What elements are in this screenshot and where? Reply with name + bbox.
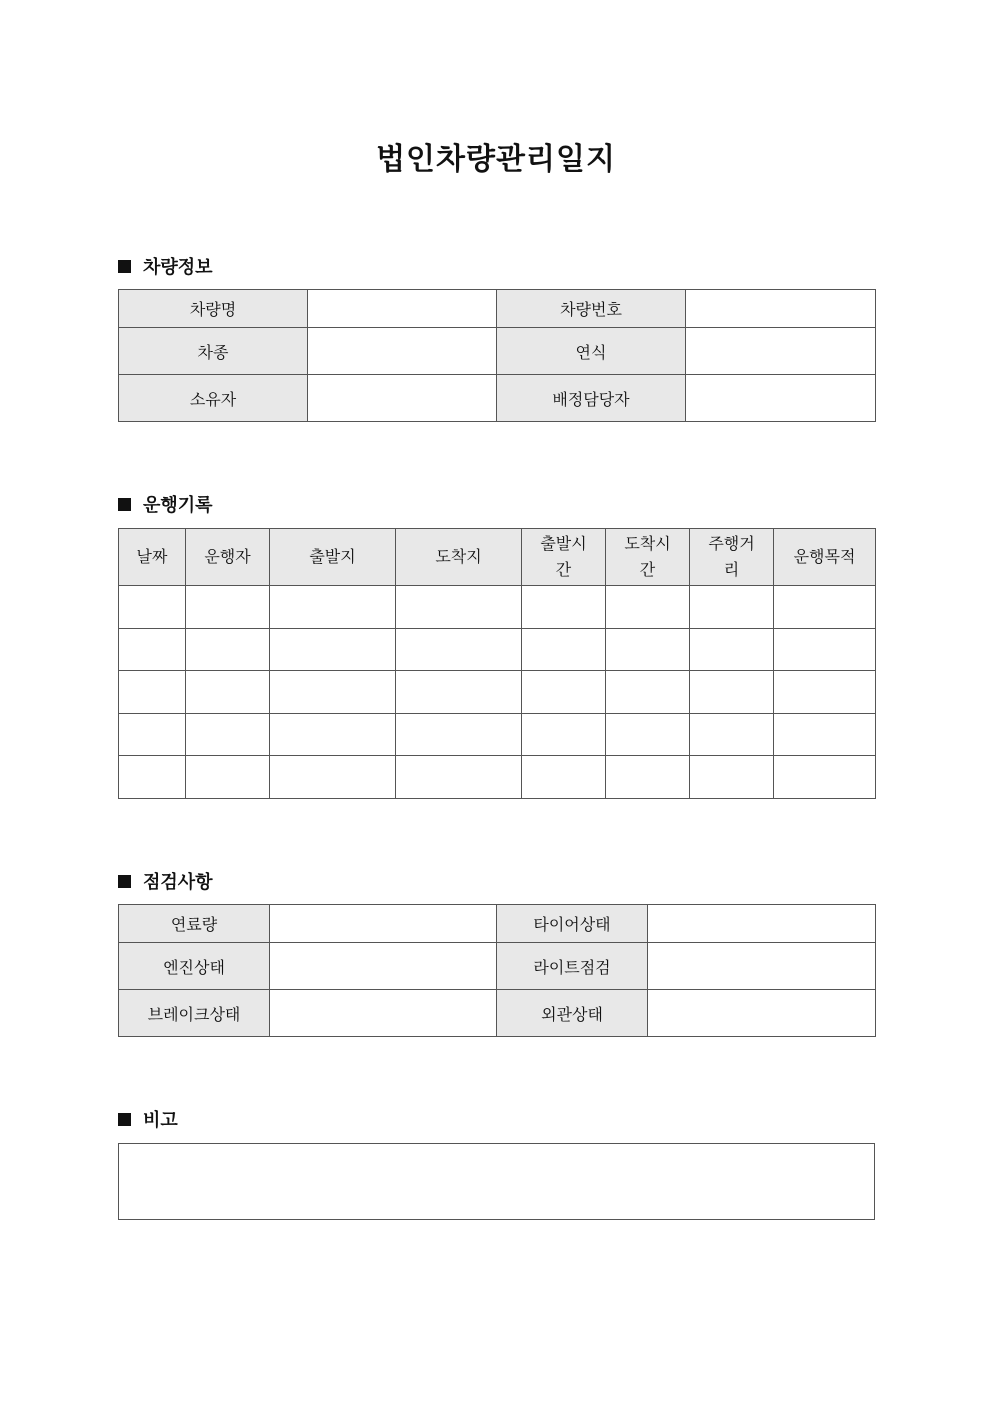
table-row (119, 990, 876, 1037)
table-cell[interactable] (522, 714, 606, 756)
table-cell[interactable] (690, 586, 774, 629)
light-check-field[interactable] (648, 943, 876, 990)
fuel-level-field[interactable] (270, 905, 497, 943)
table-cell[interactable] (119, 671, 186, 714)
table-cell[interactable] (396, 586, 522, 629)
table-cell[interactable] (606, 714, 690, 756)
column-header-distance: 주행거리 (690, 529, 774, 586)
remarks-field[interactable] (118, 1143, 875, 1220)
model-year-field[interactable] (686, 328, 876, 375)
table-cell[interactable] (270, 586, 396, 629)
assigned-manager-label: 배정담당자 (497, 375, 686, 422)
table-row (119, 671, 876, 714)
table-cell[interactable] (690, 629, 774, 671)
column-header-departure: 출발지 (270, 529, 396, 586)
table-cell[interactable] (186, 756, 270, 799)
column-header-driver: 운행자 (186, 529, 270, 586)
exterior-condition-label: 외관상태 (497, 990, 648, 1037)
square-bullet-icon (118, 498, 131, 511)
tire-condition-field[interactable] (648, 905, 876, 943)
table-cell[interactable] (690, 714, 774, 756)
table-cell[interactable] (396, 756, 522, 799)
column-header-purpose: 운행목적 (774, 529, 876, 586)
inspection-heading-text: 점검사항 (143, 872, 213, 893)
table-cell[interactable] (774, 586, 876, 629)
table-cell[interactable] (270, 714, 396, 756)
vehicle-info-heading (118, 253, 213, 279)
table-header-row (119, 529, 876, 586)
table-cell[interactable] (522, 586, 606, 629)
vehicle-type-field[interactable] (308, 328, 497, 375)
table-cell[interactable] (606, 756, 690, 799)
vehicle-type-label: 차종 (119, 328, 308, 375)
table-cell[interactable] (396, 671, 522, 714)
model-year-label: 연식 (497, 328, 686, 375)
table-cell[interactable] (396, 714, 522, 756)
table-cell[interactable] (774, 629, 876, 671)
table-cell[interactable] (606, 586, 690, 629)
table-row (119, 714, 876, 756)
inspection-table (118, 904, 876, 1037)
table-cell[interactable] (270, 629, 396, 671)
brake-condition-field[interactable] (270, 990, 497, 1037)
table-row (119, 629, 876, 671)
light-check-label: 라이트점검 (497, 943, 648, 990)
remarks-heading-text: 비고 (143, 1110, 178, 1131)
driving-log-table (118, 528, 876, 799)
table-row (119, 375, 876, 422)
table-row (119, 943, 876, 990)
table-cell[interactable] (186, 714, 270, 756)
table-cell[interactable] (774, 671, 876, 714)
assigned-manager-field[interactable] (686, 375, 876, 422)
table-cell[interactable] (522, 629, 606, 671)
table-cell[interactable] (119, 586, 186, 629)
table-cell[interactable] (522, 756, 606, 799)
vehicle-name-field[interactable] (308, 290, 497, 328)
table-cell[interactable] (270, 756, 396, 799)
table-cell[interactable] (690, 671, 774, 714)
tire-condition-label: 타이어상태 (497, 905, 648, 943)
column-header-departure-time: 출발시간 (522, 529, 606, 586)
table-cell[interactable] (119, 714, 186, 756)
vehicle-number-field[interactable] (686, 290, 876, 328)
inspection-heading (118, 868, 213, 894)
table-cell[interactable] (186, 586, 270, 629)
remarks-heading (118, 1106, 178, 1132)
square-bullet-icon (118, 260, 131, 273)
table-row (119, 290, 876, 328)
table-row (119, 905, 876, 943)
table-row (119, 328, 876, 375)
table-cell[interactable] (270, 671, 396, 714)
table-row (119, 586, 876, 629)
column-header-destination: 도착지 (396, 529, 522, 586)
table-cell[interactable] (119, 756, 186, 799)
table-cell[interactable] (774, 756, 876, 799)
table-cell[interactable] (186, 671, 270, 714)
table-cell[interactable] (119, 629, 186, 671)
table-cell[interactable] (396, 629, 522, 671)
table-cell[interactable] (690, 756, 774, 799)
vehicle-info-heading-text: 차량정보 (143, 257, 213, 278)
driving-log-heading (118, 491, 213, 517)
table-cell[interactable] (606, 629, 690, 671)
exterior-condition-field[interactable] (648, 990, 876, 1037)
brake-condition-label: 브레이크상태 (119, 990, 270, 1037)
table-cell[interactable] (186, 629, 270, 671)
fuel-level-label: 연료량 (119, 905, 270, 943)
square-bullet-icon (118, 1113, 131, 1126)
owner-field[interactable] (308, 375, 497, 422)
vehicle-number-label: 차량번호 (497, 290, 686, 328)
owner-label: 소유자 (119, 375, 308, 422)
table-cell[interactable] (774, 714, 876, 756)
page-title: 법인차량관리일지 (376, 142, 616, 177)
square-bullet-icon (118, 875, 131, 888)
table-cell[interactable] (606, 671, 690, 714)
engine-condition-field[interactable] (270, 943, 497, 990)
column-header-date: 날짜 (119, 529, 186, 586)
engine-condition-label: 엔진상태 (119, 943, 270, 990)
vehicle-info-table (118, 289, 876, 422)
table-cell[interactable] (522, 671, 606, 714)
column-header-arrival-time: 도착시간 (606, 529, 690, 586)
vehicle-name-label: 차량명 (119, 290, 308, 328)
table-row (119, 756, 876, 799)
driving-log-heading-text: 운행기록 (143, 495, 213, 516)
